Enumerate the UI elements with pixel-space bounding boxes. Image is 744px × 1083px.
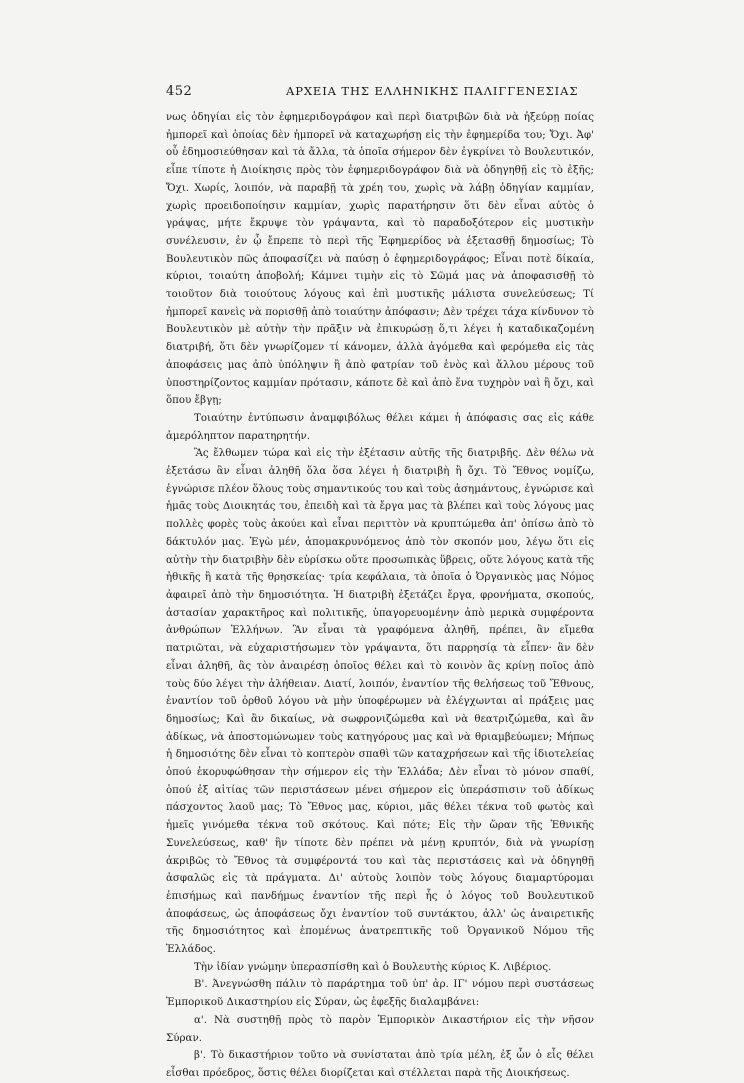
paragraph-continuation: νως ὁδηγίαι εἰς τὸν ἐφημεριδογράφον καὶ περὶ διατριβῶν διὰ νὰ ἠξεύρῃ ποίας ἠμπορεῖ καὶ ὁποίας δὲν ἠμπορεῖ νὰ καταχωρήσῃ εἰς τὴν ἐφημερίδα του; Ὄχι. Ἀφ' οὗ ἐδημοσιεύθησαν καὶ τὰ ἄλλα, τὰ ὁποῖα σήμερον δὲν ἐγκρίνει τὸ Βουλευτικόν, εἶπε τίποτε ἡ Διοίκησις πρὸς τὸν ἐφημεριδογράφον διὰ νὰ ὁδηγηθῇ εἰς τὸ ἑξῆς; Ὄχι. Χωρίς, λοιπόν, νὰ παραβῇ τὰ χρέη του, χωρὶς νὰ λάβῃ ὁδηγίαν καμμίαν, χωρὶς προειδοποίησιν καμμίαν, χωρὶς παρατήρησιν ὅτι δὲν εἶναι αὐτὸς ὁ γράψας, μήτε ἔκρυψε τὸν γράψαντα, καὶ τὸ παραδοξότερον εἰς μυστικὴν συνέλευσιν, ἐν ᾧ ἔπρεπε τὸ περὶ τῆς Ἐφημερίδος νὰ ἐξετασθῇ δημοσίως; Τὸ Βουλευτικὸν πῶς ἀποφασίζει νὰ παύσῃ ὁ ἐφημεριδογράφος; Εἶναι ποτὲ δίκαία, κύριοι, τοιαύτη ἀποβολή; Κάμνει τιμὴν εἰς τὸ Σῶμά μας νὰ ἀποφασισθῇ τὸ τοιοῦτον διὰ τοιούτους λόγους καὶ ἐπὶ μυστικῆς μάλιστα συνελεύσεως; Τί ἠμπορεῖ κανεὶς νὰ πορισθῇ ἀπὸ τοιαύτην ἀπόφασιν; Δὲν τρέχει τάχα κίνδυνον τὸ Βουλευτικὸν μὲ αὐτὴν τὴν πρᾶξιν νὰ ἐπικυρώσῃ ὅ,τι λέγει ἡ καταδικαζομένη διατριβή, ὅτι δὲν γνωρίζομεν τί κάνομεν, ἀλλὰ ἀγόμεθα καὶ φερόμεθα εἰς τὰς ἀποφάσεις μας ἀπὸ ὑπόληψιν ἢ ἀπὸ φατρίαν τοῦ ἑνὸς καὶ ἄλλου μέρους τοῦ ὑποστηρίζοντος καμμίαν πρότασιν, κάποτε δὲ καὶ ἀπὸ ἕνα τυχηρὸν ναὶ ἢ ὄχι, καὶ ὅπου ἔβγῃ;: [166, 112, 594, 407]
running-title: ΑΡΧΕΙΑ ΤΗΣ ΕΛΛΗΝΙΚΗΣ ΠΑΛΙΓΓΕΝΕΣΙΑΣ: [286, 84, 579, 98]
paragraph: Ἂς ἔλθωμεν τώρα καὶ εἰς τὴν ἐξέτασιν αὐτῆς τῆς διατριβῆς. Δὲν θέλω νὰ ἐξετάσω ἂν εἶναι ἀληθῆ ὅλα ὅσα λέγει ἡ διατριβὴ ἢ ὄχι. Τὸ Ἔθνος νομίζω, ἐγνώρισε πλέον ὅλους τοὺς σημαντικούς του καὶ τοὺς ἀσημάντους, ἐγνώρισε καὶ ἡμᾶς τοὺς Διοικητάς του, ἐπειδὴ καὶ τὰ ἔργα μας τὰ βλέπει καὶ τοὺς λόγους μας πολλὲς φορὲς τοὺς ἀκούει καὶ εἶναι περιττὸν νὰ κρυπτώμεθα ἀπ' ὀπίσω ἀπὸ τὸ δάκτυλόν μας. Ἐγὼ μέν, ἀπομακρυνόμενος ἀπὸ τὸν σκοπόν μου, λέγω ὅτι εἰς αὐτὴν τὴν διατριβὴν δὲν εὑρίσκω οὔτε προσωπικὰς ὕβρεις, οὔτε λόγους κατὰ τῆς ἠθικῆς ἢ κατὰ τῆς θρησκείας· τρία κεφάλαια, τὰ ὁποῖα ὁ Ὀργανικὸς μας Νόμος ἀφαιρεῖ ἀπὸ τὴν δημοσιότητα. Ἡ διατριβὴ ἐξετάζει ἔργα, φρονήματα, σκοπούς, ἀστασίαν χαρακτῆρος καὶ πολιτικῆς, ὑπαγορευομένην ἀπὸ μερικὰ συμφέροντα ἀνθρώπων Ἑλλήνων. Ἂν εἶναι τὰ γραφόμενα ἀληθῆ, πρέπει, ἂν εἴμεθα πατριῶται, νὰ εὐχαριστήσωμεν τὸν γράψαντα, ὅτι παρρησίᾳ τὰ εἶπεν· ἂν δὲν εἶναι ἀληθῆ, ἂς τὸν ἀναιρέσῃ ὁποῖος θέλει καὶ τὸ κοινὸν ἂς κρίνῃ ποῖος ἀπὸ τοὺς δύο λέγει τὴν ἀλήθειαν. Διατί, λοιπόν, ἐναντίον τῆς θελήσεως τοῦ Ἔθνους, ἐναντίον τοῦ ὀρθοῦ λόγου νὰ μὴν ὑποφέρωμεν νὰ ἐλέγχωνται αἱ πράξεις μας δημοσίως; Καὶ ἂν δικαίως, νὰ σωφρονιζώμεθα καὶ νὰ θεατριζώμεθα, καὶ ἂν ἀδίκως, νὰ ἀποστομώνωμεν τοὺς κατηγόρους μας καὶ νὰ θριαμβεύωμεν; Μήπως ἡ δημοσιότης δὲν εἶναι τὸ κοπτερὸν σπαθὶ τῶν καταχρήσεων καὶ τῆς ἰδιοτελείας ὁπού ἐκορυφώθησαν τὴν σήμερον εἰς τὴν Ἑλλάδα; Δὲν εἶναι τὸ μόνον σπαθί, ὁπού ἐξ αἰτίας τῶν περιστάσεων μένει σήμερον εἰς ὑπεράσπισιν τοῦ ἀδίκως πάσχοντος λαοῦ μας; Τὸ Ἔθνος μας, κύριοι, μᾶς θέλει τέκνα τοῦ φωτὸς καὶ ἡμεῖς γινόμεθα τέκνα τοῦ σκότους. Καὶ πότε; Εἰς τὴν ὥραν τῆς Ἐθνικῆς Συνελεύσεως, καθ' ἣν τίποτε δὲν πρέπει νὰ μένῃ κρυπτόν, διὰ νὰ γνωρίσῃ ἀκριβῶς τὸ Ἔθνος τὰ συμφέροντά του καὶ τὰς περιστάσεις καὶ νὰ ὁδηγηθῇ ἀσφαλῶς εἰς τὰ πράγματα. Δι' αὐτοὺς λοιπὸν τοὺς λόγους διαμαρτύρομαι ἐπισήμως καὶ πανδήμως ἐναντίον τῆς περὶ ἧς ὁ λόγος τοῦ Βουλευτικοῦ ἀποφάσεως, ὡς ἀποφάσεως ὄχι ἐναντίον τοῦ συντάκτου, ἀλλ' ὡς ἀναιρετικῆς τῆς δημοσιότητος καὶ ἑπομένως ἀνατρεπτικῆς τοῦ Ὀργανικοῦ Νόμου τῆς Ἑλλάδος.: [166, 448, 594, 956]
paragraph: Τοιαύτην ἐντύπωσιν ἀναμφιβόλως θέλει κάμει ἡ ἀπόφασις σας εἰς κάθε ἀμερόληπτον παρατηρητήν.: [166, 412, 594, 442]
paragraph: Τὴν ἰδίαν γνώμην ὑπερασπίσθη καὶ ὁ Βουλευτὴς κύριος Κ. Λιβέριος.: [194, 961, 552, 973]
paragraph: Β'. Ἀνεγνώσθη πάλιν τὸ παράρτημα τοῦ ὑπ' ἀρ. ΙΓ' νόμου περὶ συστάσεως Ἐμπορικοῦ Δικαστηρίου εἰς Σύραν, ὡς ἑφεξῆς διαλαμβάνει:: [166, 979, 594, 1009]
body-text: [166, 109, 594, 1083]
page-number: 452: [166, 84, 193, 99]
list-item: α'. Νὰ συστηθῇ πρὸς τὸ παρὸν Ἐμπορικὸν Δικαστήριον εἰς τὴν νῆσον Σύραν.: [166, 1014, 594, 1044]
list-item: β'. Τὸ δικαστήριον τοῦτο νὰ συνίσταται ἀπὸ τρία μέλη, ἐξ ὧν ὁ εἷς θέλει εἶσθαι πρόεδρος, ὅστις θέλει διορίζεται καὶ στέλλεται παρὰ τῆς Διοικήσεως.: [166, 1050, 594, 1079]
page-header: [166, 84, 594, 102]
